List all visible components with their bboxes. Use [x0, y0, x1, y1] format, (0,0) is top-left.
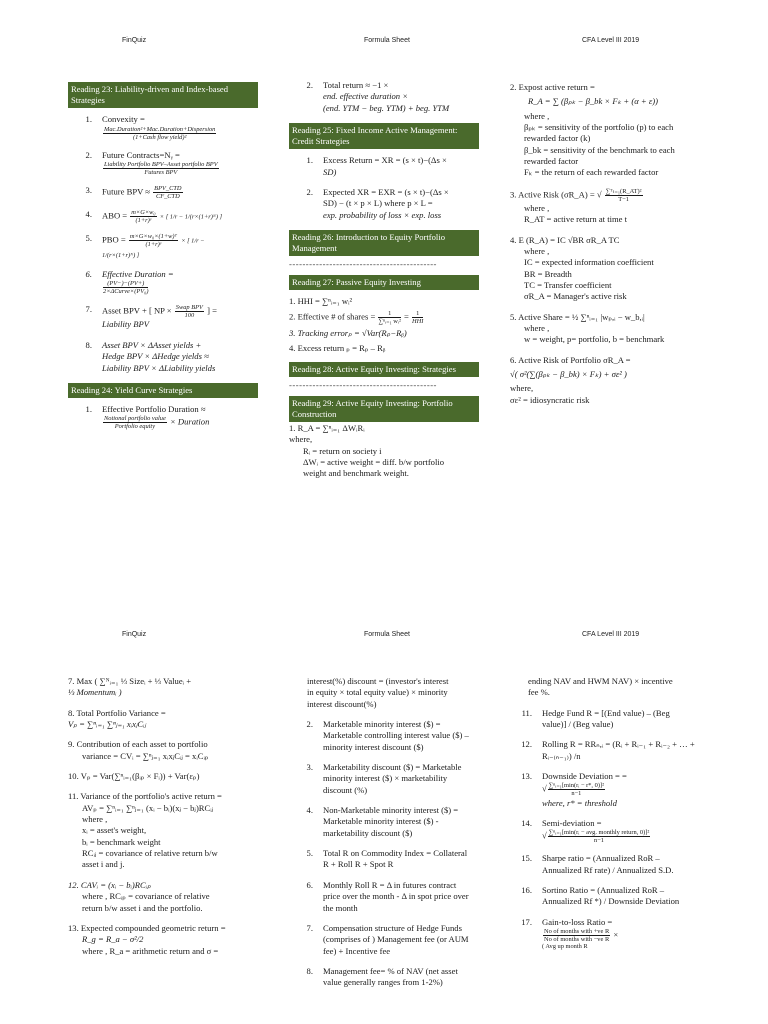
numerator: Swap BPV	[175, 304, 203, 312]
formula-active-risk	[510, 188, 710, 226]
formula-line: fee) + Incentive fee	[323, 945, 391, 956]
formula-line: Rᵢ₋₍ₙ₋₁₎) /n	[542, 750, 581, 761]
formula-incentive-fee	[508, 676, 708, 699]
formula-line: Sortino Ratio = (Annualized RoR –	[542, 884, 665, 895]
formula-line: SD) − (t × p × L) where p × L =	[323, 198, 433, 209]
reading-23-title: Reading 23: Liability-driven and Index-based Strategies	[68, 82, 258, 108]
formula-line: Marketability discount ($) = Marketable	[323, 762, 462, 773]
numerator: Mac.Duration²+Mac.Duration+Dispersion	[104, 125, 216, 133]
formula-monthly-roll: 6. Monthly Roll R = Δ in futures contract price over the month - Δ in spot price over the month	[289, 880, 484, 914]
formula-label: 4. E (R_A) = IC √BR σR_A TC	[510, 234, 620, 245]
definition-line: σε² = idiosyncratic risk	[510, 394, 590, 405]
formula-marketability-discount: 3. Marketability discount ($) = Marketable minority interest ($) × marketability discount (%)	[289, 762, 484, 796]
numerator: (PV−)−(PV+)	[103, 280, 148, 288]
numerator: BPV_CTD	[154, 185, 182, 193]
formula-line: value)] / (Beg value)	[542, 719, 614, 730]
header-cfa-level: CFA Level III 2019	[582, 631, 640, 638]
formula-line: 12. CAVᵢ = (xᵢ − bᵢ)RCᵢₚ	[68, 879, 151, 890]
formula-geometric-return	[68, 923, 268, 957]
formula-asset-bpv-swap: 7. Asset BPV + [ NP × $\frac{\text{Swap BPV}}{100}$ ] = Liability BPV	[85, 304, 217, 330]
formula-line: AVₚ = ∑ⁿᵢ₌₁ ∑ⁿⱼ₌₁ (xᵢ − bᵢ)(xⱼ − bⱼ)RCᵢⱼ	[82, 802, 214, 813]
formula-label: ABO =	[102, 210, 128, 221]
formula-line: Marketable controlling interest value ($) –	[323, 730, 469, 741]
formula-line: in equity × total equity value) × minority	[307, 687, 448, 698]
formula-line: minority interest ($) × marketability	[323, 773, 448, 784]
formula-line: ⅓ Momentumᵢ )	[68, 687, 122, 698]
formula-hedge-fund-return: 11. Hedge Fund R = [(End value) – (Beg value)] / (Beg value)	[508, 708, 708, 731]
definition-line: asset i and j.	[82, 859, 125, 870]
formula-active-risk-portfolio	[510, 355, 710, 406]
where-label: where,	[289, 434, 313, 445]
formula-line: √( σ²(∑(βₚₖ − β_bk) × Fₖ) + σε² )	[510, 368, 627, 379]
denominator: (1+r)ʸ	[135, 217, 152, 225]
formula-line: ( Avg up month R	[542, 943, 588, 951]
denominator: ∑ⁿᵢ₌₁ wᵢ²	[378, 318, 401, 326]
formula-line: Hedge BPV × ΔHedge yields ≈	[102, 351, 209, 362]
formula-excess-return: 1. Excess Return = XR = (s × t)−(Δs × SD)	[289, 155, 479, 178]
denominator: n−1	[571, 790, 582, 798]
numerator: ∑ⁿᵢ₌₁[min(rᵢ − avg. monthly return, 0)]²	[548, 829, 650, 837]
formula-asset-bpv-hedge: 8. Asset BPV × ΔAsset yields + Hedge BPV × ΔHedge yields ≈ Liability BPV × ΔLiability yields	[68, 340, 258, 374]
formula-minority-discount	[289, 676, 484, 710]
formula-line: 11. Variance of the portfolio's active return =	[68, 791, 222, 802]
formula-line: price over the month - Δ in spot price over	[323, 891, 469, 902]
formula-tracking-error: 3. Tracking errorₚ = √Var(Rₚ−Rᵦ)	[289, 328, 407, 339]
fraction	[153, 185, 182, 200]
page2-column-3	[508, 676, 708, 961]
where-label: where ,	[524, 110, 550, 121]
numerator: Liability Portfolio BPV–Asset portfolio BPV	[104, 161, 218, 169]
fraction	[130, 209, 156, 224]
formula-line: end. effective duration ×	[323, 91, 409, 102]
formula-line: Total return ≈ −1 ×	[323, 80, 389, 90]
formula-future-contracts: 2. Future Contracts=Nᵧ = $\frac{\text{Liability Portfolio BPV–Asset portfolio BPV}}{\text{Futures BPV}}$	[85, 149, 218, 177]
definition-line: BR = Breadth	[524, 268, 572, 279]
formula-rest: × [ 1/r −	[181, 237, 205, 245]
where-label: where ,	[524, 202, 550, 213]
formula-line: discount (%)	[323, 784, 368, 795]
formula-line: variance = CVᵢ = ∑ⁿⱼ₌₁ xᵢxⱼCᵢⱼ = xᵢCᵢₚ	[82, 750, 209, 761]
formula-line: R_A = ∑ (βₚₖ − β_bk × Fₖ + (α + ε))	[528, 96, 658, 107]
formula-line: (comprises of ) Management fee (or AUM	[323, 934, 469, 945]
denominator: 2×ΔCurve×(PV₀)	[103, 288, 149, 296]
numerator: m×G×w₀	[131, 209, 156, 217]
denominator: n−1	[593, 837, 604, 845]
formula-label: 3. Active Risk (σR_A) = √	[510, 189, 602, 200]
definition-line: TC = Transfer coefficient	[524, 279, 612, 290]
formula-label: Future BPV ≈	[102, 186, 151, 197]
fraction	[175, 304, 204, 319]
formula-line: 1/(r×(1+r)ᴺ) ]	[102, 251, 140, 259]
definition-line: βₚₖ = sensitivity of the portfolio (p) to each	[524, 122, 674, 133]
numerator: ∑ᵀₜ₌₁(R_AT)²	[605, 187, 642, 195]
formula-line: Marketable minority interest ($) =	[323, 719, 441, 730]
formula-line: Asset BPV × ΔAsset yields +	[102, 339, 202, 350]
formula-label: Effective Duration =	[102, 268, 174, 279]
fraction	[103, 415, 167, 430]
header-finquiz: FinQuiz	[122, 631, 147, 638]
formula-management-fee: 8. Management fee= % of NAV (net asset value generally ranges from 1-2%)	[289, 966, 484, 989]
denominator: No of months with −ve R	[544, 936, 610, 944]
page1-column-3	[510, 82, 710, 415]
formula-marketable-minority: 2. Marketable minority interest ($) = Marketable controlling interest value ($) – minority interest discount ($)	[289, 719, 484, 753]
formula-label: Effective Portfolio Duration ≈	[102, 404, 206, 415]
formula-line: value generally ranges from 1-2%)	[323, 977, 443, 988]
definition-line: IC = expected information coefficient	[524, 257, 654, 268]
fraction	[548, 782, 605, 797]
fraction	[378, 310, 400, 325]
numerator: ∑ⁿᵢ₌₁[min(rᵢ − r*, 0)]²	[548, 782, 604, 790]
divider: --------------------------------------------	[289, 380, 437, 391]
fraction	[543, 928, 610, 943]
formula-line: Excess Return = XR = (s × t)−(Δs ×	[323, 155, 447, 166]
definition-line: RCᵢⱼ = covariance of relative return b/w	[82, 848, 218, 859]
formula-line: (end. YTM − beg. YTM) + beg. YTM	[323, 102, 450, 113]
formula-rest: × Duration	[169, 416, 210, 427]
reading-24-title: Reading 24: Yield Curve Strategies	[68, 383, 258, 398]
denominator: Portfolio equity	[114, 423, 156, 431]
formula-rest: × [ 1/r − 1/(r×(1+r)ᴺ) ]	[159, 213, 223, 221]
reading-25-title: Reading 25: Fixed Income Active Management: Credit Strategies	[289, 123, 479, 149]
reading-29-title: Reading 29: Active Equity Investing: Portfolio Construction	[289, 396, 479, 422]
fraction	[412, 310, 423, 325]
where-label: where,	[510, 383, 534, 394]
formula-vp: 10. Vₚ = Var(∑ⁿᵢ₌₁(βᵢₚ × Fᵢ)) + Var(εₚ)	[68, 771, 200, 782]
formula-active-return	[289, 423, 479, 480]
formula-line: the month	[323, 902, 358, 913]
formula-label: Convexity =	[102, 114, 145, 125]
formula-label: Gain-to-loss Ratio =	[542, 916, 613, 927]
formula-expected-active-return	[510, 235, 710, 303]
definition-line: ΔWᵢ = active weight = diff. b/w portfolio	[303, 456, 445, 467]
formula-abo: 4. ABO = $\frac{\text{m×G×w₀}}{\text{(1+r)ʸ}}$ × [ 1/r − 1/(r×(1+r)ᴺ) ]	[85, 209, 223, 225]
denominator: (1+r)ʸ	[145, 241, 162, 249]
numerator: 1	[378, 310, 400, 318]
page-2	[0, 512, 768, 1024]
reading-26-title: Reading 26: Introduction to Equity Portfolio Management	[289, 230, 479, 256]
formula-line: R_g = R_a − σ²/2	[82, 934, 144, 945]
equals: =	[404, 311, 409, 322]
definition-line: β_bk = sensitivity of the benchmark to each	[524, 144, 675, 155]
formula-label: Asset BPV + [ NP ×	[102, 305, 172, 316]
formula-line: Liability BPV	[102, 319, 150, 330]
formula-label: 2. Effective # of shares =	[289, 311, 376, 322]
numerator: m×G×w₀×(1+w)ᵀ	[129, 233, 178, 241]
reading-27-title: Reading 27: Passive Equity Investing	[289, 275, 479, 290]
formula-label: Downside Deviation = =	[542, 771, 627, 782]
formula-pbo: 5. PBO = $\frac{\text{m×G×w₀×(1+w)ᵀ}}{\text{(1+r)ʸ}}$ × [ 1/r − 1/(r×(1+r)ᴺ) ]	[85, 233, 205, 259]
definition-line: where, r* = threshold	[542, 797, 617, 808]
definition-line: R_AT = active return at time t	[524, 214, 628, 225]
denominator: HHI	[412, 318, 424, 326]
formula-convexity: 1. Convexity = $\frac{\text{Mac.Duration²+Mac.Duration+Dispersion}}{\text{(1+Cash flow yield)²}}$	[85, 114, 216, 141]
formula-line: 13. Expected compounded geometric return =	[68, 922, 226, 933]
formula-line: Compensation structure of Hedge Funds	[323, 922, 462, 933]
definition-line: weight and benchmark weight.	[303, 468, 409, 479]
formula-line: Annualized Rf rate) / Annualized S.D.	[542, 864, 674, 875]
header-formula-sheet: Formula Sheet	[364, 37, 410, 44]
definition-line: Fₖ = the return of each rewarded factor	[524, 167, 659, 178]
formula-effective-shares	[289, 310, 479, 325]
formula-cav	[68, 880, 268, 914]
definition-line: σR_A = Manager's active risk	[524, 291, 627, 302]
formula-line: Vₚ = ∑ⁿᵢ₌₁ ∑ⁿⱼ₌₁ xᵢxⱼCᵢⱼ	[68, 719, 146, 730]
formula-line: exp. probability of loss × exp. loss	[323, 209, 442, 220]
definition-line: rewarded factor (k)	[524, 133, 591, 144]
formula-line: where , R_a = arithmetic return and σ =	[82, 945, 219, 956]
formula-line: Hedge Fund R = [(End value) – (Beg	[542, 707, 670, 718]
fraction	[103, 161, 219, 176]
header-formula-sheet: Formula Sheet	[364, 631, 410, 638]
where-label: where ,	[82, 814, 108, 825]
formula-contribution	[68, 739, 268, 762]
formula-line: Annualized Rf *) / Downside Deviation	[542, 896, 680, 907]
denominator: CF_CTD	[155, 193, 180, 201]
formula-rest: ] =	[207, 305, 217, 316]
page2-column-2	[289, 676, 484, 998]
fraction	[103, 280, 148, 295]
denominator: 100	[184, 312, 195, 320]
formula-line: Rolling R = RRₙ,ᵢ = (Rᵢ + Rᵢ₋₁ + Rᵢ₋₂ + … +	[542, 739, 695, 750]
formula-sortino-ratio: 16. Sortino Ratio = (Annualized RoR – Annualized Rf *) / Downside Deviation	[508, 885, 708, 908]
definition-line: rewarded factor	[524, 156, 579, 167]
formula-label: 8. Total Portfolio Variance =	[68, 707, 166, 718]
formula-max-factor	[68, 676, 268, 699]
formula-line: Monthly Roll R = Δ in futures contract	[323, 879, 457, 890]
numerator: No of months with +ve R	[544, 928, 610, 935]
formula-line: Liability BPV × ΔLiability yields	[102, 362, 216, 373]
formula-line: R + Roll R + Spot R	[323, 859, 394, 870]
formula-effective-duration: 6. Effective Duration = $\frac{(PV-)-(PV+)}{\text{2×ΔCurve×(PV₀)}}$	[85, 268, 174, 296]
formula-active-share	[510, 312, 710, 346]
formula-excess-return-p: 4. Excess return ₚ = Rₚ – Rᵦ	[289, 342, 386, 353]
formula-label: 6. Active Risk of Portfolio σR_A =	[510, 354, 631, 365]
formula-line: Expected XR = EXR = (s × t)−(Δs ×	[323, 187, 449, 198]
page2-column-1	[68, 676, 268, 966]
formula-line: Total R on Commodity Index = Collateral	[323, 848, 468, 859]
formula-hhi: 1. HHI = ∑ⁿᵢ₌₁ wᵢ²	[289, 295, 353, 306]
formula-line: SD)	[323, 166, 337, 177]
formula-sharpe-ratio: 15. Sharpe ratio = (Annualized RoR – Annualized Rf rate) / Annualized S.D.	[508, 853, 708, 876]
definition-line: bᵢ = benchmark weight	[82, 836, 161, 847]
formula-expected-xr: 2. Expected XR = EXR = (s × t)−(Δs × SD) − (t × p × L) where p × L = exp. probability of loss × exp. loss	[289, 187, 479, 221]
formula-rolling-return: 12. Rolling R = RRₙ,ᵢ = (Rᵢ + Rᵢ₋₁ + Rᵢ₋₂ + … + Rᵢ₋₍ₙ₋₁₎) /n	[508, 739, 708, 762]
formula-line: return b/w asset i and the portfolio.	[82, 902, 203, 913]
formula-gain-to-loss: 17. Gain-to-loss Ratio = $\frac{\text{No of months with +ve R}}{\text{No of months with −ve R}}$ × ( Avg up month R	[508, 917, 708, 952]
denominator: T−1	[618, 195, 629, 203]
formula-line: Sharpe ratio = (Annualized RoR –	[542, 853, 660, 864]
formula-commodity-index: 5. Total R on Commodity Index = Collateral R + Roll R + Spot R	[289, 848, 484, 871]
header-finquiz: FinQuiz	[122, 37, 147, 44]
formula-effective-portfolio-duration: 1. Effective Portfolio Duration ≈ $\frac{\text{Notional portfolio value}}{\text{Portfolio equity}}$ × Duration	[85, 404, 210, 431]
formula-active-variance	[68, 791, 268, 870]
formula-semi-deviation: 14. Semi-deviation = √ $\frac{\text{∑ⁿᵢ₌₁[min(rᵢ − avg. monthly return, 0)]²}}{n-1}$	[508, 818, 708, 844]
formula-line: fee %.	[528, 687, 550, 698]
where-label: where ,	[524, 322, 550, 333]
fraction	[548, 829, 651, 844]
formula-line: 7. Max ( ∑ᴺᵢ₌₁ ⅓ Sizeᵢ + ⅓ Valueᵢ +	[68, 676, 192, 686]
formula-line: 1. R_A = ∑ⁿᵢ₌₁ ΔWᵢRᵢ	[289, 422, 365, 433]
formula-label: Semi-deviation =	[542, 817, 602, 828]
definition-line: xᵢ = asset's weight,	[82, 825, 147, 836]
formula-downside-deviation: 13. Downside Deviation = = √ $\frac{\text{∑ⁿᵢ₌₁[min(rᵢ − r*, 0)]²}}{n-1}$ where, r* = threshold	[508, 771, 708, 809]
formula-total-return: 2. Total return ≈ −1 × end. effective duration × (end. YTM − beg. YTM) + beg. YTM	[289, 80, 479, 114]
formula-total-portfolio-variance	[68, 708, 268, 731]
denominator: Futures BPV	[144, 169, 178, 177]
page1-column-2	[289, 80, 479, 489]
formula-line: Non-Marketable minority interest ($) =	[323, 805, 459, 816]
formula-line: Management fee= % of NAV (net asset	[323, 965, 458, 976]
page1-column-1	[68, 82, 258, 439]
definition-line: w = weight, p= portfolio, b = benchmark	[524, 334, 665, 345]
reading-28-title: Reading 28: Active Equity Investing: Strategies	[289, 362, 479, 377]
denominator: (1+Cash flow yield)²	[132, 133, 187, 141]
formula-future-bpv: 3. Future BPV ≈ $\frac{\text{BPV\_CTD}}{\text{CF\_CTD}}$	[85, 185, 182, 201]
fraction	[605, 188, 643, 203]
formula-rest: ×	[613, 929, 619, 940]
formula-label: Future Contracts=Nᵧ =	[102, 149, 180, 160]
numerator: Notional portfolio value	[104, 415, 166, 423]
formula-line: minority interest discount ($)	[323, 741, 424, 752]
formula-non-marketable: 4. Non-Marketable minority interest ($) = Marketable minority interest ($) - marketability discount ($)	[289, 805, 484, 839]
formula-line: ending NAV and HWM NAV) × incentive	[528, 676, 673, 686]
fraction	[103, 126, 216, 141]
formula-line: marketability discount ($)	[323, 827, 413, 838]
formula-line: interest discount(%)	[307, 698, 377, 709]
formula-label: 5. Active Share = ½ ∑ⁿᵢ₌₁ |wₚ,ᵢ − w_b,ᵢ|	[510, 311, 645, 322]
formula-line: where , RCᵢₚ = covariance of relative	[82, 891, 210, 902]
numerator: 1	[412, 310, 423, 318]
definition-line: Rᵢ = return on society i	[303, 445, 382, 456]
where-label: where ,	[524, 245, 550, 256]
formula-label: PBO =	[102, 234, 126, 245]
formula-label: 2. Expost active return =	[510, 82, 595, 92]
divider: --------------------------------------------	[289, 259, 437, 270]
formula-line: Marketable minority interest ($) -	[323, 816, 439, 827]
formula-line: 9. Contribution of each asset to portfolio	[68, 739, 208, 750]
fraction	[129, 233, 178, 248]
formula-expost-active-return	[510, 82, 710, 179]
formula-compensation: 7. Compensation structure of Hedge Funds (comprises of ) Management fee (or AUM fee) + Incentive fee	[289, 923, 484, 957]
header-cfa-level: CFA Level III 2019	[582, 37, 640, 44]
formula-line: interest(%) discount = (investor's interest	[307, 676, 449, 686]
